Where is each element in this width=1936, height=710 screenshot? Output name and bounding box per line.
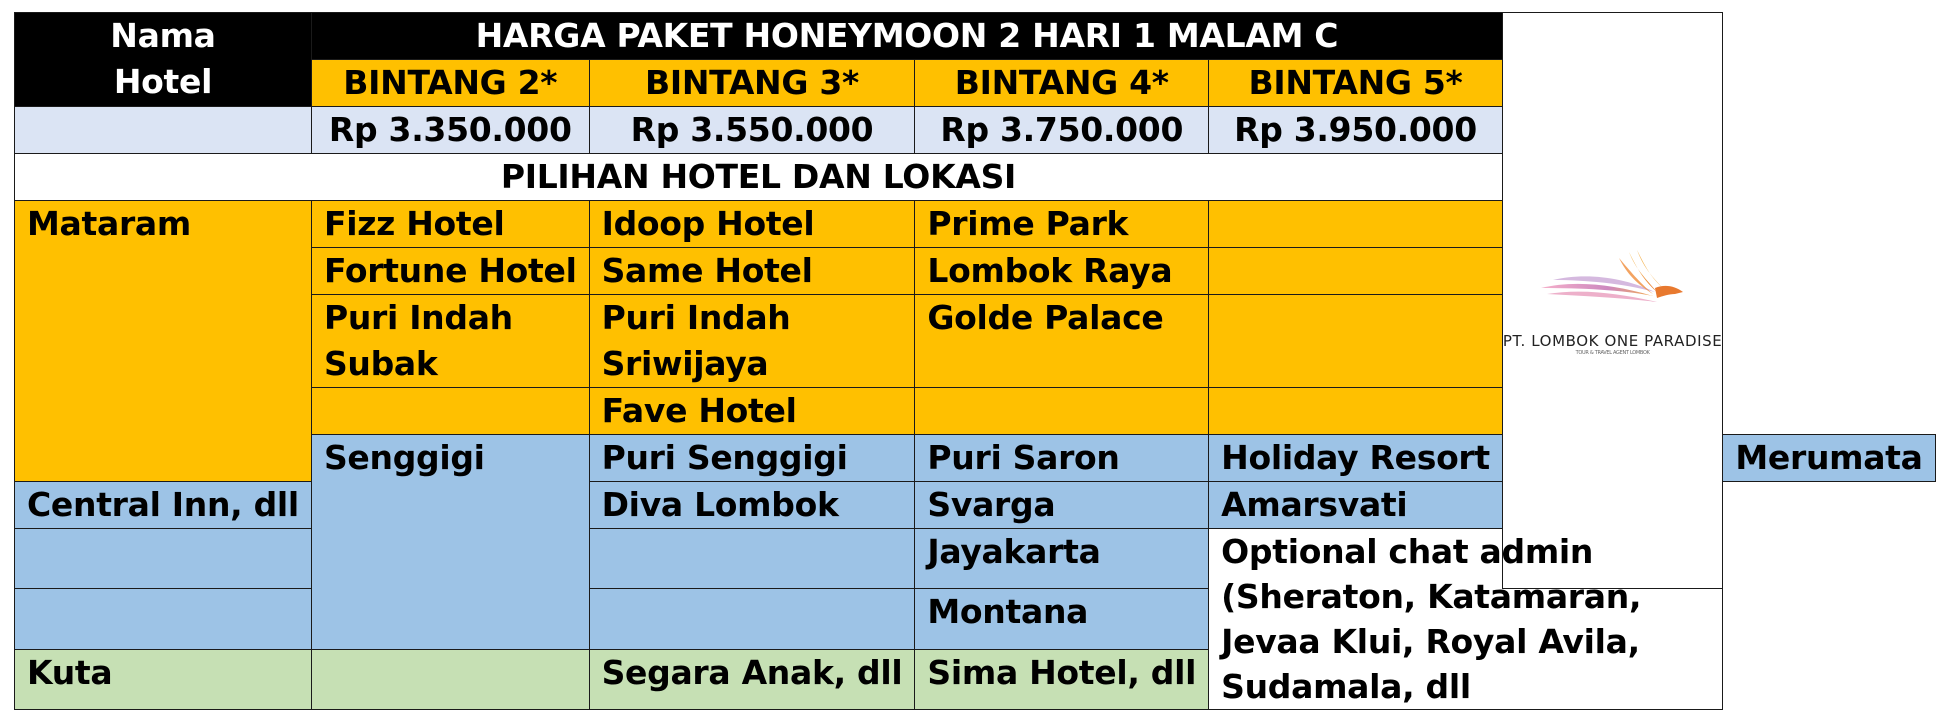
table-cell: Svarga <box>915 482 1209 529</box>
company-name: PT. LOMBOK ONE PARADISE <box>1502 332 1723 351</box>
hotel-name-header: Nama Hotel <box>15 13 312 107</box>
table-cell: Golde Palace <box>915 295 1209 388</box>
table-cell: Montana <box>915 589 1209 649</box>
table-cell <box>15 589 312 649</box>
table-cell: Puri Indah Sriwijaya <box>589 295 915 388</box>
star-4-header: BINTANG 4* <box>915 60 1209 107</box>
star-2-header: BINTANG 2* <box>311 60 589 107</box>
table-cell <box>1209 248 1503 295</box>
table-cell <box>589 589 915 649</box>
table-cell: Jayakarta <box>915 529 1209 589</box>
table-cell: Sima Hotel, dll <box>915 649 1209 709</box>
location-mataram: Mataram <box>15 201 312 482</box>
table-cell <box>311 649 589 709</box>
location-senggigi: Senggigi <box>311 435 589 650</box>
table-cell: Idoop Hotel <box>589 201 915 248</box>
table-cell: Central Inn, dll <box>15 482 312 529</box>
table-cell: Fizz Hotel <box>311 201 589 248</box>
table-cell: Prime Park <box>915 201 1209 248</box>
price-row-label <box>15 107 312 154</box>
star-5-header: BINTANG 5* <box>1209 60 1503 107</box>
table-cell <box>1209 388 1503 435</box>
table-cell <box>1209 201 1503 248</box>
table-cell <box>589 529 915 589</box>
section-title: PILIHAN HOTEL DAN LOKASI <box>15 154 1503 201</box>
table-cell: Merumata <box>1723 435 1935 482</box>
location-kuta: Kuta <box>15 649 312 709</box>
price-table-container <box>14 12 1936 710</box>
table-cell: Segara Anak, dll <box>589 649 915 709</box>
table-cell <box>915 388 1209 435</box>
price-star-2: Rp 3.350.000 <box>311 107 589 154</box>
table-cell <box>15 529 312 589</box>
price-star-3: Rp 3.550.000 <box>589 107 915 154</box>
table-cell: Fortune Hotel <box>311 248 589 295</box>
optional-chat-note: Optional chat admin (Sheraton, Katamaran, Jevaa Klui, Royal Avila, Sudamala, dll <box>1209 529 1723 710</box>
table-cell: Fave Hotel <box>589 388 915 435</box>
bird-logo-icon <box>1533 244 1693 314</box>
company-tagline: TOUR & TRAVEL AGENT LOMBOK <box>1575 350 1650 357</box>
table-cell: Puri Saron <box>915 435 1209 482</box>
table-cell: Lombok Raya <box>915 248 1209 295</box>
table-cell <box>1209 295 1503 388</box>
star-3-header: BINTANG 3* <box>589 60 915 107</box>
honeymoon-price-table <box>14 12 1936 710</box>
table-cell: Amarsvati <box>1209 482 1503 529</box>
company-logo <box>1502 13 1722 589</box>
price-star-5: Rp 3.950.000 <box>1209 107 1503 154</box>
price-star-4: Rp 3.750.000 <box>915 107 1209 154</box>
table-cell <box>311 388 589 435</box>
table-cell: Puri Senggigi <box>589 435 915 482</box>
table-cell: Same Hotel <box>589 248 915 295</box>
package-title: HARGA PAKET HONEYMOON 2 HARI 1 MALAM C <box>311 13 1502 60</box>
table-cell: Puri Indah Subak <box>311 295 589 388</box>
table-cell: Holiday Resort <box>1209 435 1503 482</box>
table-cell: Diva Lombok <box>589 482 915 529</box>
